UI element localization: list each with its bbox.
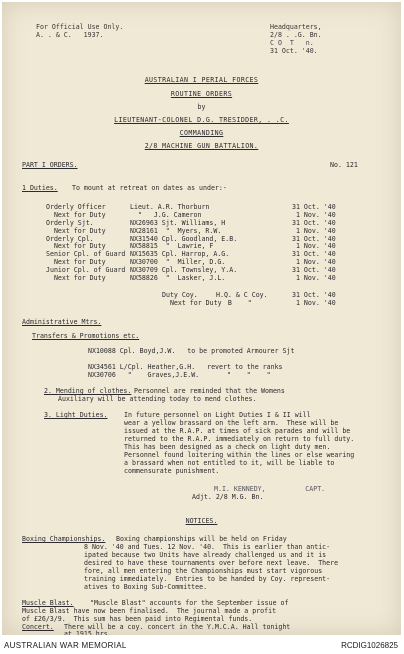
light-line-6: Personnel found loitering within the lines or else wearing bbox=[124, 451, 355, 459]
boxing-line-4: desired to have these tournaments over before next leave. There bbox=[84, 559, 339, 567]
by-text: by bbox=[197, 103, 206, 111]
light-line-5: This has been designed as a check on light duty men. bbox=[124, 443, 331, 451]
notices-heading: NOTICES. bbox=[185, 517, 218, 525]
archive-footer bbox=[0, 636, 404, 654]
boxing-line-5: fore, all men entering the Championships must start vigorous bbox=[84, 567, 323, 575]
order-number: No. 121 bbox=[330, 161, 358, 169]
light-line-2: wear a yellow brassard on the left arm. These will be bbox=[124, 419, 339, 427]
duties-heading: 1 Duties. bbox=[22, 184, 58, 192]
force-title: AUSTRALIAN I PERIAL FORCES bbox=[144, 76, 259, 84]
duties-table bbox=[46, 204, 376, 283]
archive-name: AUSTRALIAN WAR MEMORIAL bbox=[4, 641, 127, 650]
light-line-1: In future personnel on Light Duties I & II will bbox=[124, 411, 311, 419]
light-duties-heading: 3. Light Duties. bbox=[44, 411, 108, 419]
hq-line-3: C O T n. bbox=[270, 39, 314, 47]
part-label: PART I ORDERS. bbox=[22, 161, 78, 169]
duty-row: Next for Duty NX58815 " Lawrie, F 1 Nov. '40 bbox=[46, 242, 336, 251]
transfers-heading: Transfers & Promotions etc. bbox=[32, 332, 140, 340]
duty-coy-value: H.Q. & C Coy. bbox=[216, 291, 268, 299]
duty-next-value: B " bbox=[216, 299, 252, 307]
signature-role: Adjt. 2/8 M.G. Bn. bbox=[192, 493, 264, 501]
concert-line-2: at 1915 hrs. bbox=[64, 630, 112, 635]
boxing-line-2: 8 Nov. '40 and Tues. 12 Nov. '40. This is earlier than antic- bbox=[84, 543, 331, 551]
duty-row: Orderly Officer Lieut. A.R. Thorburn 31 Oct. '40 bbox=[46, 203, 336, 211]
hq-date: 31 Oct. '40. bbox=[270, 47, 318, 55]
hq-line-2: 2/8 . .G. Bn. bbox=[270, 31, 322, 39]
light-line-3: issued at the R.A.P. at times of sick parades and will be bbox=[124, 427, 351, 435]
boxing-heading: Boxing Championships. bbox=[22, 535, 106, 543]
transfer-line-2: NX34561 L/Cpl. Heather,G.H. revert to the ranks bbox=[88, 363, 283, 371]
muscle-line-3: of £26/3/9. This sum has been paid into Regimental funds. bbox=[22, 615, 253, 623]
light-line-8: commensurate punishment. bbox=[124, 467, 220, 475]
duty-coy-label: Duty Coy. bbox=[162, 291, 198, 299]
duty-coy-date: 31 Oct. '40 bbox=[292, 291, 336, 299]
document-page bbox=[2, 2, 401, 635]
boxing-line-3: ipated because two Units have already challenged us and it is bbox=[84, 551, 327, 559]
transfer-line-1: NX10088 Cpl. Boyd,J.W. to be promoted Armourer Sjt bbox=[88, 347, 295, 355]
commanding-text: COMMANDING bbox=[179, 129, 224, 137]
concert-line-1: There will be a coy. concert in the Y.M.C.A. Hall tonight bbox=[64, 623, 291, 631]
duty-row: Next for Duty NX28161 " Myers, R.W. 1 Nov. '40 bbox=[46, 226, 336, 235]
archive-id: RCDIG1026825 bbox=[341, 641, 398, 650]
transfer-line-3: NX30706 " Graves,J.E.W. " " " bbox=[88, 371, 271, 379]
duty-row: Next for Duty NX30700 " Miller, D.G. 1 Nov. '40 bbox=[46, 258, 336, 267]
mending-line-2: Auxiliary will be attending today to mend clothes. bbox=[58, 395, 257, 403]
boxing-line-1: Boxing championships will be held on Friday bbox=[116, 535, 287, 543]
classification-text: For Official Use Only. bbox=[36, 23, 124, 31]
duty-row: Next for Duty " J.G. Cameron 1 Nov. '40 bbox=[46, 210, 336, 219]
light-line-7: a brassard when not entitled to it, will be liable to bbox=[124, 459, 335, 467]
muscle-line-1: "Muscle Blast" accounts for the September issue of bbox=[90, 599, 289, 607]
hq-line-1: Headquarters, bbox=[270, 23, 322, 31]
light-line-4: returned to the R.A.P. immediately on return to full duty. bbox=[124, 435, 355, 443]
duty-next-label: Next for Duty bbox=[162, 299, 222, 307]
boxing-line-7: atives to Boxing Sub-Committee. bbox=[84, 583, 208, 591]
muscle-line-2: Muscle Blast have now been finalised. The journal made a profit bbox=[22, 607, 277, 615]
mending-line-1: Personnel are reminded that the Womens bbox=[134, 387, 285, 395]
mending-heading: 2. Mending of clothes. bbox=[44, 387, 132, 395]
duty-row: Orderly Cpl. NX31540 Cpl. Goodland, E.B. 31 Oct. '40 bbox=[46, 234, 336, 243]
officer-name: LIEUTENANT-COLONEL D.G. TRESIDDER, . .C. bbox=[114, 116, 289, 124]
muscle-heading: Muscle Blast. bbox=[22, 599, 74, 607]
signature-name: M.I. KENNEDY, CAPT. bbox=[214, 485, 326, 493]
boxing-line-6: training immediately. Entries to be handed by Coy. represent- bbox=[84, 575, 331, 583]
duty-row: Next for Duty NX58826 " Lasker, J.L. 1 Nov. '40 bbox=[46, 274, 336, 283]
orders-title: ROUTINE ORDERS bbox=[170, 90, 233, 98]
duty-row: Senior Cpl. of Guard NX15635 Cpl. Harrop, A.G. 31 Oct. '40 bbox=[46, 250, 336, 259]
unit-title: 2/8 MACHINE GUN BATTALION. bbox=[144, 142, 259, 150]
reference-text: A. . & C. 1937. bbox=[36, 31, 104, 39]
duty-row: Junior Cpl. of Guard NX30709 Cpl. Townsley, Y.A. 31 Oct. '40 bbox=[46, 266, 336, 275]
duty-row: Orderly Sjt. NX26963 Sjt. Williams, H 31 Oct. '40 bbox=[46, 218, 336, 227]
concert-heading: Concert. bbox=[22, 623, 54, 631]
duty-next-date: 1 Nov. '40 bbox=[292, 299, 336, 307]
admin-heading: Administrative Mtrs. bbox=[22, 318, 102, 326]
duties-intro: To mount at retreat on dates as under:- bbox=[72, 184, 227, 192]
